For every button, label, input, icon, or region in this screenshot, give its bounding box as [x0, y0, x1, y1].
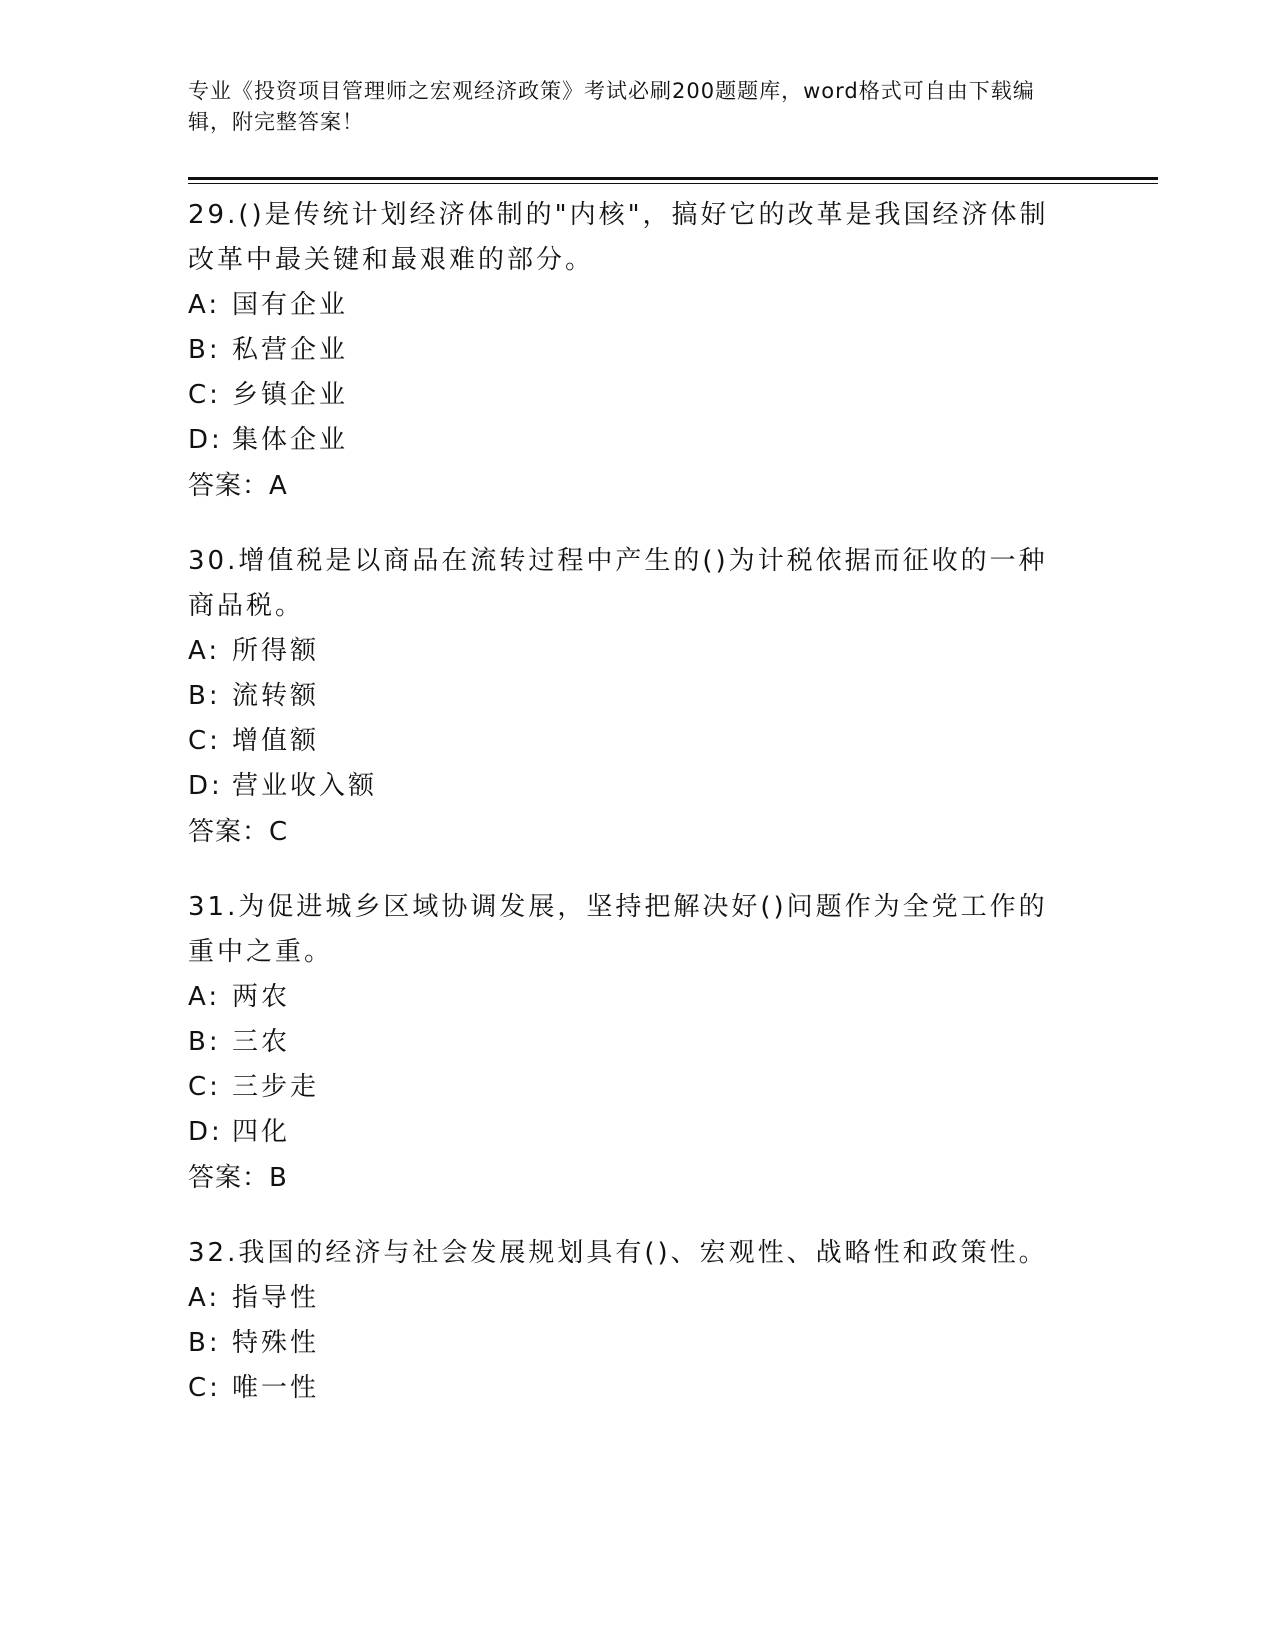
option-text: 所得额: [232, 636, 320, 666]
option-c: [188, 1366, 1068, 1411]
question-list: [188, 193, 1068, 1441]
option-key: D:: [188, 771, 223, 801]
option-text: 唯一性: [232, 1373, 320, 1403]
option-text: 集体企业: [232, 425, 349, 455]
option-key: B:: [188, 681, 221, 711]
document-page: [188, 0, 1158, 1650]
option-a: [188, 1276, 1068, 1321]
option-key: B:: [188, 335, 221, 365]
option-key: C:: [188, 380, 221, 410]
option-b: [188, 1321, 1068, 1366]
option-text: 增值额: [232, 726, 320, 756]
option-c: [188, 719, 1068, 764]
option-a: [188, 283, 1068, 328]
option-text: 三农: [232, 1027, 291, 1057]
option-a: [188, 629, 1068, 674]
option-text: 乡镇企业: [232, 380, 349, 410]
option-key: C:: [188, 1072, 221, 1102]
document-header: 专业《投资项目管理师之宏观经济政策》考试必刷200题题库，word格式可自由下载编辑，附完整答案！: [188, 79, 1035, 134]
option-key: B:: [188, 1027, 221, 1057]
option-text: 流转额: [232, 681, 320, 711]
option-c: [188, 1065, 1068, 1110]
option-d: [188, 764, 1068, 809]
question-stem: 31.为促进城乡区域协调发展，坚持把解决好()问题作为全党工作的重中之重。: [188, 892, 1048, 967]
option-key: A:: [188, 290, 221, 320]
option-text: 营业收入额: [232, 771, 378, 801]
option-c: [188, 373, 1068, 418]
option-text: 特殊性: [232, 1328, 320, 1358]
header-divider-thick: [188, 177, 1158, 180]
option-d: [188, 1110, 1068, 1155]
answer-line: 答案：A: [188, 471, 288, 501]
option-d: [188, 418, 1068, 463]
question-stem: 29.()是传统计划经济体制的"内核"，搞好它的改革是我国经济体制改革中最关键和最艰难的部分。: [188, 200, 1049, 275]
option-text: 国有企业: [232, 290, 349, 320]
option-key: D:: [188, 1117, 223, 1147]
question-stem: 30.增值税是以商品在流转过程中产生的()为计税依据而征收的一种商品税。: [188, 546, 1048, 621]
question-stem: 32.我国的经济与社会发展规划具有()、宏观性、战略性和政策性。: [188, 1238, 1048, 1268]
option-key: A:: [188, 636, 221, 666]
option-text: 私营企业: [232, 335, 349, 365]
option-b: [188, 1020, 1068, 1065]
question-29: [188, 193, 1068, 509]
option-text: 指导性: [232, 1283, 320, 1313]
option-key: C:: [188, 726, 221, 756]
option-b: [188, 328, 1068, 373]
option-key: D:: [188, 425, 223, 455]
option-key: B:: [188, 1328, 221, 1358]
header-divider-thin: [188, 183, 1158, 184]
option-text: 四化: [232, 1117, 291, 1147]
question-30: [188, 539, 1068, 855]
question-32: [188, 1231, 1068, 1411]
option-key: A:: [188, 1283, 221, 1313]
option-a: [188, 975, 1068, 1020]
option-key: C:: [188, 1373, 221, 1403]
question-31: [188, 885, 1068, 1201]
option-key: A:: [188, 982, 221, 1012]
option-b: [188, 674, 1068, 719]
answer-line: 答案：C: [188, 817, 289, 847]
option-text: 两农: [232, 982, 291, 1012]
option-text: 三步走: [232, 1072, 320, 1102]
answer-line: 答案：B: [188, 1163, 288, 1193]
